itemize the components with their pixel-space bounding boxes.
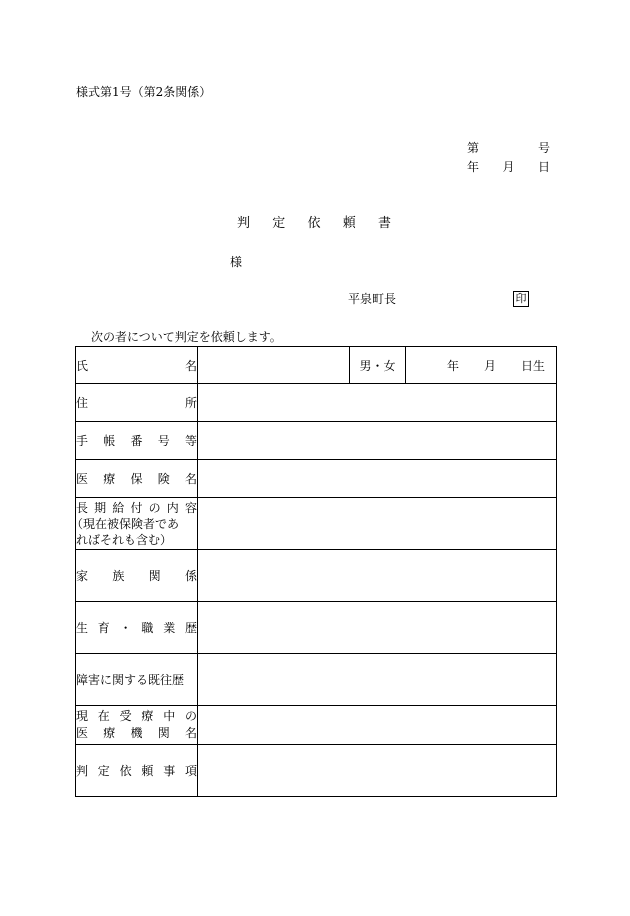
birth-year-label: 年 [447, 358, 460, 373]
birth-date-field[interactable] [406, 347, 557, 384]
family-relation-label [76, 550, 198, 602]
table-row [76, 654, 557, 706]
number-suffix: 号 [537, 141, 550, 155]
family-relation-field[interactable] [198, 550, 557, 602]
label-char: 生 [76, 621, 89, 635]
name-label [76, 347, 198, 384]
table-row [76, 498, 557, 550]
address-label [76, 384, 198, 422]
address-field[interactable] [198, 384, 557, 422]
table-row [76, 347, 557, 384]
label-char: 療 [141, 709, 154, 723]
label-line: （現在被保険者であ [71, 516, 180, 531]
label-char: 依 [119, 764, 132, 778]
table-row [76, 745, 557, 797]
label-char: 等 [184, 434, 197, 448]
label-char: 手 [76, 434, 89, 448]
addressee-suffix: 様 [230, 255, 243, 269]
label-char: 名 [184, 472, 197, 486]
label-text: 障害に関する既往歴 [76, 673, 185, 687]
label-char: 所 [184, 396, 197, 410]
label-char: 職 [141, 621, 154, 635]
label-char: 事 [163, 764, 176, 778]
label-char: 中 [163, 709, 176, 723]
label-char: 住 [76, 396, 89, 410]
name-field[interactable] [198, 347, 350, 384]
date-day-label: 日 [537, 160, 550, 174]
label-char: 容 [184, 500, 197, 515]
label-char: 関 [157, 726, 170, 740]
label-char: 名 [184, 726, 197, 740]
request-matters-label [76, 745, 198, 797]
disability-history-field[interactable] [198, 654, 557, 706]
label-char: 機 [130, 726, 143, 740]
table-row [76, 550, 557, 602]
label-char: 育 [97, 621, 110, 635]
table-row [76, 460, 557, 498]
label-char: 受 [119, 709, 132, 723]
label-char: 在 [97, 709, 110, 723]
label-char: 療 [103, 472, 116, 486]
table-row [76, 602, 557, 654]
number-prefix: 第 [467, 141, 480, 155]
label-char: 業 [163, 621, 176, 635]
label-char: 療 [103, 726, 116, 740]
label-char: 期 [94, 500, 107, 515]
birth-month-label: 月 [483, 358, 496, 373]
seal-mark: 印 [513, 291, 529, 307]
label-char: 関 [148, 569, 161, 583]
disability-history-label [76, 654, 198, 706]
label-char: 項 [184, 764, 197, 778]
label-char: 内 [166, 500, 179, 515]
medical-insurance-field[interactable] [198, 460, 557, 498]
label-line: ればそれも含む） [76, 532, 173, 547]
medical-insurance-label [76, 460, 198, 498]
label-char: 定 [97, 764, 110, 778]
document-date-line [467, 160, 550, 174]
handbook-number-label [76, 422, 198, 460]
label-char: 付 [130, 500, 143, 515]
document-title [237, 217, 391, 231]
label-char: 長 [76, 500, 89, 515]
title-char: 頼 [342, 216, 356, 231]
table-row [76, 706, 557, 745]
table-row [76, 422, 557, 460]
label-char: の [148, 500, 161, 515]
label-char: 頼 [141, 764, 154, 778]
label-char: 保 [130, 472, 143, 486]
long-term-benefit-field[interactable] [198, 498, 557, 550]
label-char: 帳 [103, 434, 116, 448]
label-char: 名 [184, 358, 197, 373]
handbook-number-field[interactable] [198, 422, 557, 460]
label-char: 医 [76, 472, 89, 486]
request-form-table [71, 346, 557, 797]
title-char: 書 [377, 216, 391, 231]
table-row [76, 384, 557, 422]
label-char: 判 [76, 764, 89, 778]
issuer-name: 平泉町長 [348, 292, 397, 306]
label-char: 号 [157, 434, 170, 448]
intro-text: 次の者について判定を依頼します。 [91, 330, 282, 344]
title-char: 依 [307, 216, 321, 231]
label-char: ・ [119, 621, 132, 635]
label-char: 険 [157, 472, 170, 486]
form-number: 様式第1号（第2条関係） [76, 85, 212, 99]
label-char: 医 [76, 726, 89, 740]
date-year-label: 年 [467, 160, 480, 174]
label-char: 家 [76, 569, 89, 583]
label-char: 給 [112, 500, 125, 515]
document-number-line [467, 141, 550, 155]
date-month-label: 月 [502, 160, 515, 174]
label-char: 係 [184, 569, 197, 583]
upbringing-career-label [76, 602, 198, 654]
long-term-benefit-label [71, 498, 198, 550]
label-char: 番 [130, 434, 143, 448]
birth-day-label: 日生 [520, 358, 545, 373]
label-char: 族 [112, 569, 125, 583]
current-medical-institution-label [76, 706, 198, 745]
title-char: 定 [272, 216, 286, 231]
label-char: の [184, 709, 197, 723]
gender-field[interactable]: 男・女 [350, 347, 406, 384]
request-matters-field[interactable] [198, 745, 557, 797]
title-char: 判 [237, 216, 251, 231]
label-char: 歴 [184, 621, 197, 635]
label-char: 現 [76, 709, 89, 723]
label-char: 氏 [76, 358, 89, 373]
upbringing-career-field[interactable] [198, 602, 557, 654]
current-medical-institution-field[interactable] [198, 706, 557, 745]
